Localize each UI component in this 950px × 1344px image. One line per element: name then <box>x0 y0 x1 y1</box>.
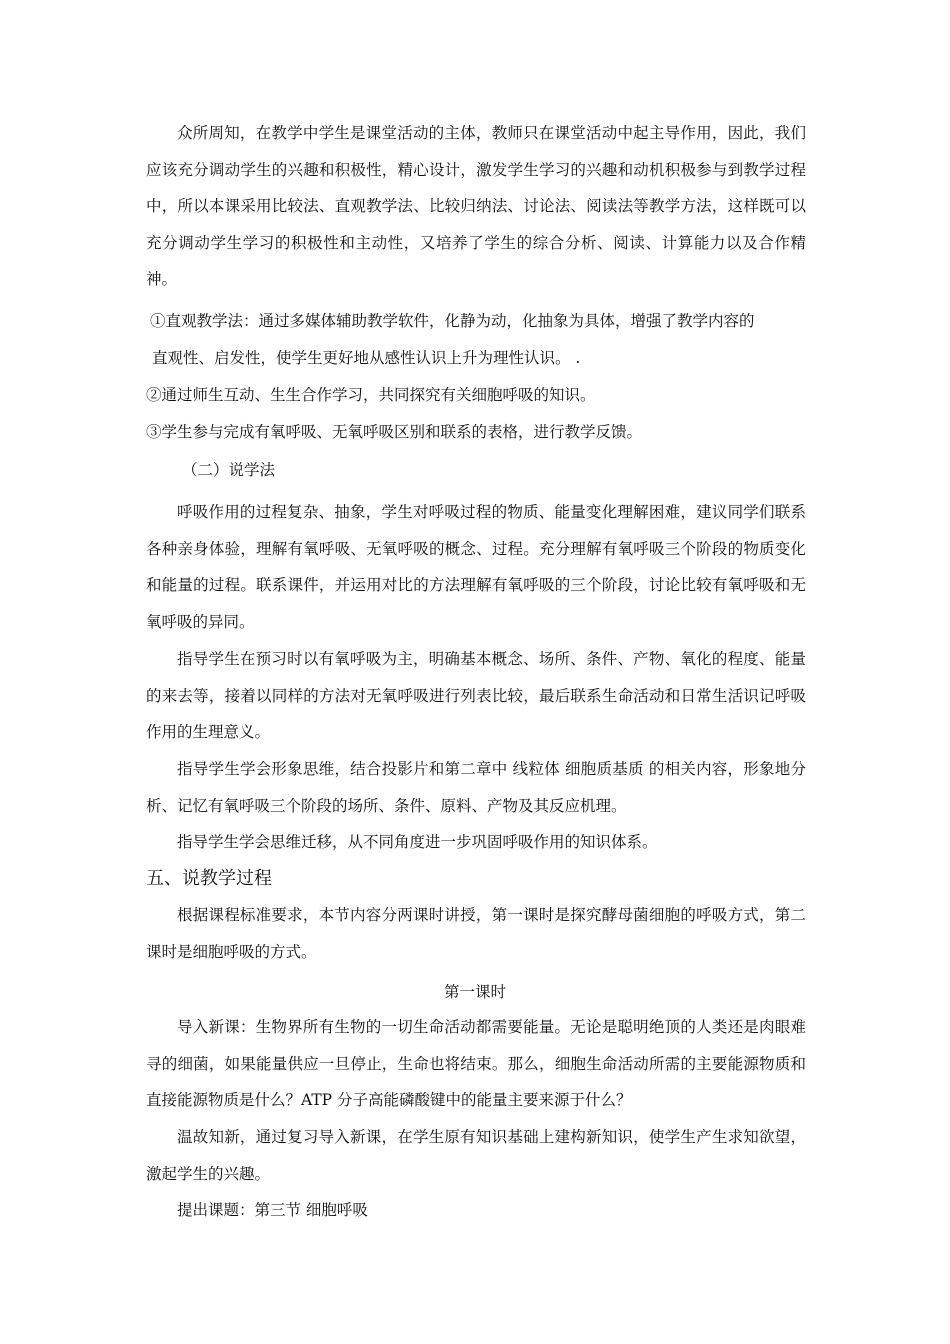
paragraph-introduction: 导入新课：生物界所有生物的一切生命活动都需要能量。无论是聪明绝顶的人类还是肉眼难寻的细菌，如果能量供应一旦停止，生命也将结束。那么，细胞生命活动所需的主要能源物质和直接能源物质是什么？ATP 分子高能磷酸键中的能量主要来源于什么？ <box>146 1018 806 1109</box>
lesson-title: 第一课时 <box>443 983 506 1001</box>
paragraph-curriculum: 根据课程标准要求，本节内容分两课时讲授，第一课时是探究酵母菌细胞的呼吸方式，第二课时是细胞呼吸的方式。 <box>146 906 806 961</box>
section-heading-teaching-process: 五、说教学过程 <box>146 868 272 889</box>
paragraph-teaching-methods-intro: 众所周知，在教学中学生是课堂活动的主体，教师只在课堂活动中起主导作用，因此，我们应该充分调动学生的兴趣和积极性，精心设计，激发学生学习的兴趣和动机积极参与到教学过程中，所以本课采用比较法、直观教学法、比较归纳法、讨论法、阅读法等教学方法，这样既可以充分调动学生学习的积极性和主动性，又培养了学生的综合分析、阅读、计算能力以及合作精神。 <box>146 124 806 288</box>
paragraph-respiration-difficulty: 呼吸作用的过程复杂、抽象，学生对呼吸过程的物质、能量变化理解困难，建议同学们联系各种亲身体验，理解有氧呼吸、无氧呼吸的概念、过程。充分理解有氧呼吸三个阶段的物质变化和能量的过程。联系课件，并运用对比的方法理解有氧呼吸的三个阶段，讨论比较有氧呼吸和无氧呼吸的异同。 <box>146 503 806 631</box>
list-item-intuitive-method: ①直观教学法：通过多媒体辅助教学软件，化静为动，化抽象为具体，增强了教学内容的 <box>150 312 755 330</box>
list-item-feedback: ③学生参与完成有氧呼吸、无氧呼吸区别和联系的表格，进行教学反馈。 <box>146 423 643 441</box>
sub-heading-learning-methods: （二）说学法 <box>182 461 276 479</box>
paragraph-topic: 提出课题：第三节 细胞呼吸 <box>177 1201 368 1219</box>
paragraph-image-thinking: 指导学生学会形象思维，结合投影片和第二章中 线粒体 细胞质基质 的相关内容，形象地分析、记忆有氧呼吸三个阶段的场所、条件、原料、产物及其反应机理。 <box>146 760 806 815</box>
list-item-interaction: ②通过师生互动、生生合作学习，共同探究有关细胞呼吸的知识。 <box>146 386 596 404</box>
list-item-intuitive-method-cont: 直观性、启发性，使学生更好地从感性认识上升为理性认识。 . <box>152 349 581 367</box>
paragraph-review: 温故知新，通过复习导入新课，在学生原有知识基础上建构新知识，使学生产生求知欲望，激起学生的兴趣。 <box>146 1128 806 1183</box>
paragraph-thinking-transfer: 指导学生学会思维迁移，从不同角度进一步巩固呼吸作用的知识体系。 <box>177 833 658 851</box>
paragraph-preview-guidance: 指导学生在预习时以有氧呼吸为主，明确基本概念、场所、条件、产物、氧化的程度、能量的来去等，接着以同样的方法对无氧呼吸进行列表比较，最后联系生命活动和日常生活识记呼吸作用的生理意义。 <box>146 650 806 741</box>
